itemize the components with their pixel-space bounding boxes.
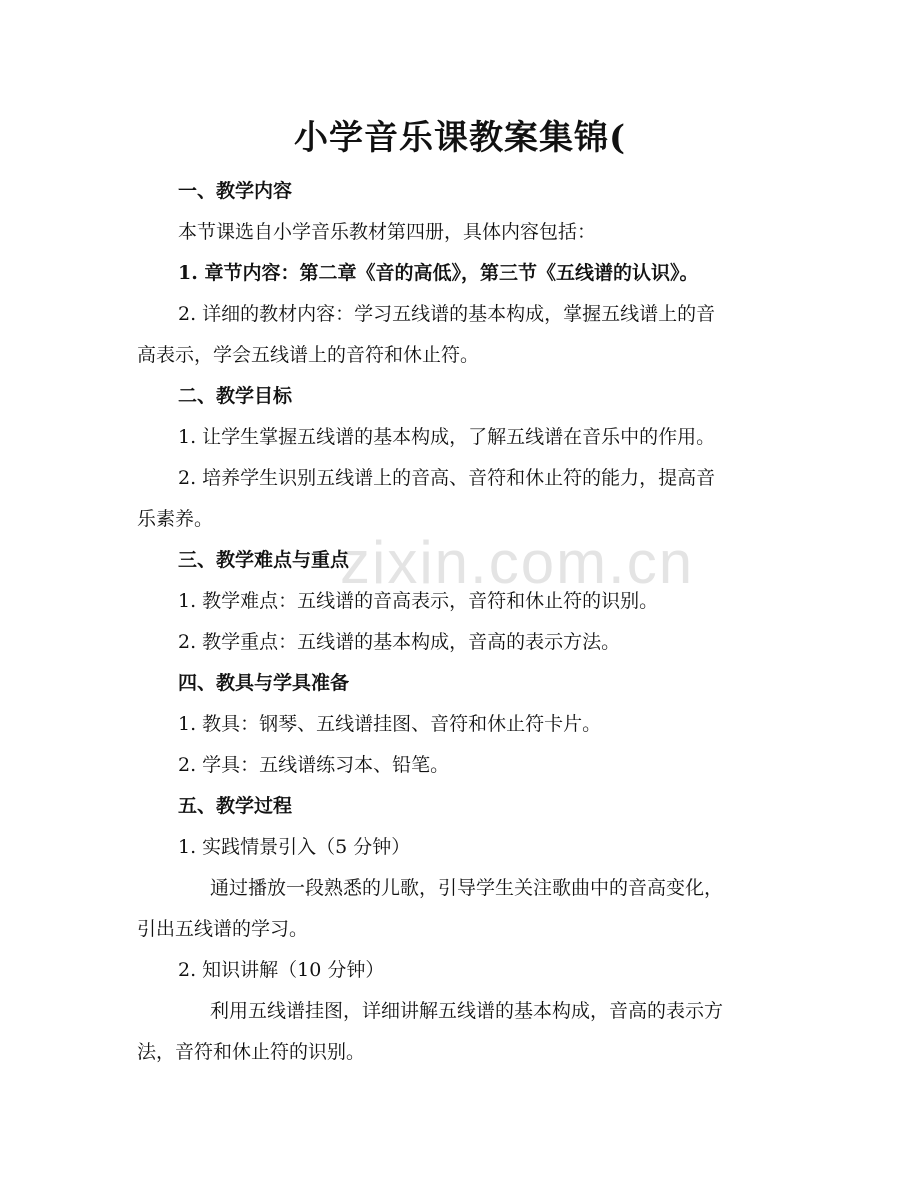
paragraph-explain-step-line1: 利用五线谱挂图，详细讲解五线谱的基本构成，音高的表示方: [210, 1000, 724, 1022]
list-item-goal-2-line1: 2. 培养学生识别五线谱上的音高、音符和休止符的能力，提高音: [178, 467, 716, 489]
list-item-teacher-tools: 1. 教具：钢琴、五线谱挂图、音符和休止符卡片。: [178, 713, 602, 735]
section-heading-content: 一、教学内容: [178, 180, 293, 202]
section-heading-goals: 二、教学目标: [178, 385, 293, 407]
list-item-focus: 2. 教学重点：五线谱的基本构成，音高的表示方法。: [178, 631, 621, 653]
list-item-difficulty: 1. 教学难点：五线谱的音高表示，音符和休止符的识别。: [178, 590, 659, 612]
list-item-chapter: 1. 章节内容：第二章《音的高低》，第三节《五线谱的认识》。: [178, 262, 699, 284]
section-heading-key-points: 三、教学难点与重点: [178, 549, 350, 571]
watermark-text: zixin.com.cn: [340, 529, 695, 596]
section-heading-process: 五、教学过程: [178, 795, 293, 817]
paragraph-intro-step-line2: 引出五线谱的学习。: [137, 918, 309, 940]
paragraph-explain-step-line2: 法，音符和休止符的识别。: [137, 1041, 366, 1063]
list-item-goal-2-line2: 乐素养。: [137, 508, 214, 530]
list-item-material-line2: 高表示，学会五线谱上的音符和休止符。: [137, 344, 480, 366]
section-heading-tools: 四、教具与学具准备: [178, 672, 350, 694]
paragraph-intro: 本节课选自小学音乐教材第四册，具体内容包括：: [178, 221, 597, 243]
list-item-explain-step: 2. 知识讲解（10 分钟）: [178, 959, 385, 981]
list-item-student-tools: 2. 学具：五线谱练习本、铅笔。: [178, 754, 450, 776]
list-item-intro-step: 1. 实践情景引入（5 分钟）: [178, 836, 411, 858]
paragraph-intro-step-line1: 通过播放一段熟悉的儿歌，引导学生关注歌曲中的音高变化，: [210, 877, 724, 899]
list-item-goal-1: 1. 让学生掌握五线谱的基本构成，了解五线谱在音乐中的作用。: [178, 426, 716, 448]
list-item-material-line1: 2. 详细的教材内容：学习五线谱的基本构成，掌握五线谱上的音: [178, 303, 716, 325]
page-title: 小学音乐课教案集锦(: [293, 118, 627, 158]
